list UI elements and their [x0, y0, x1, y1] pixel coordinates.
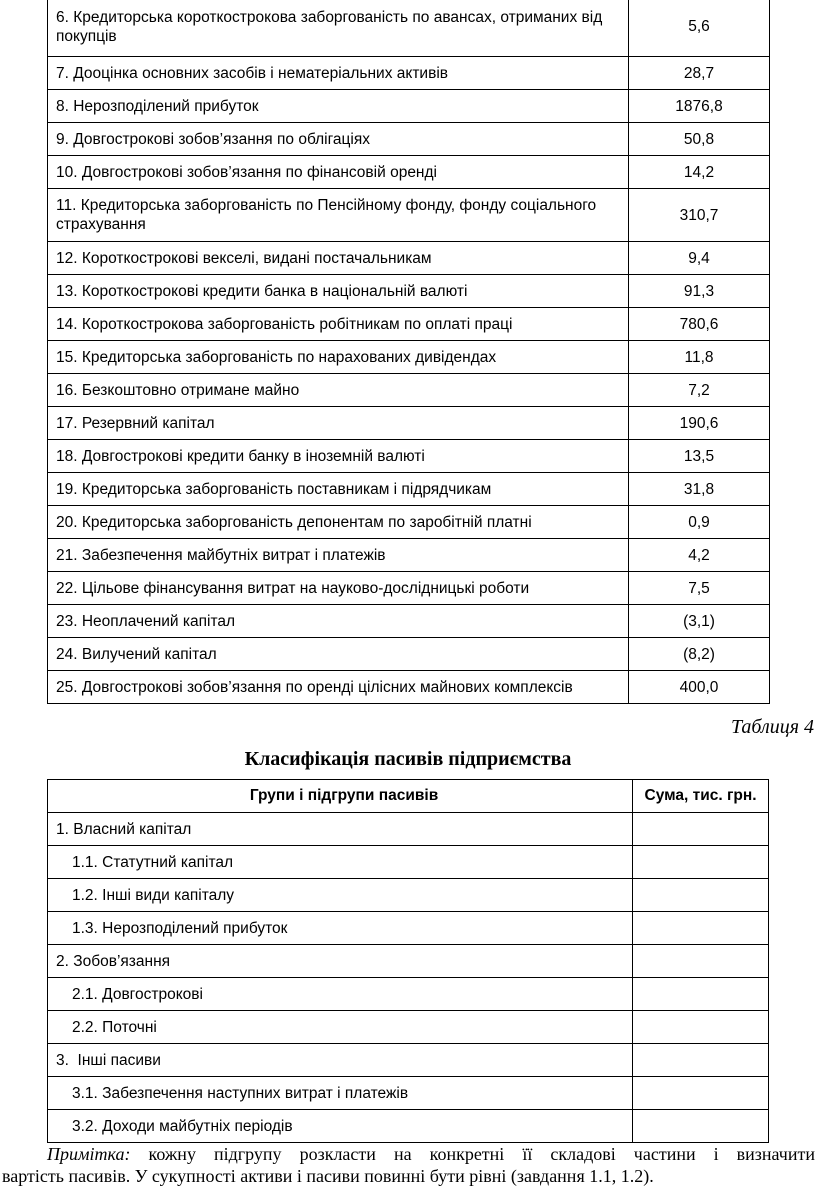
row-value: 13,5 — [629, 440, 770, 473]
row-value: (8,2) — [629, 638, 770, 671]
sum-cell — [633, 1044, 769, 1077]
sum-cell — [633, 1077, 769, 1110]
row-value: 5,6 — [629, 0, 770, 57]
row-value: 190,6 — [629, 407, 770, 440]
subgroup-cell: 1.3. Нерозподілений прибуток — [48, 912, 633, 945]
group-cell: 3. Інші пасиви — [48, 1044, 633, 1077]
row-value: 1876,8 — [629, 90, 770, 123]
row-value: 91,3 — [629, 275, 770, 308]
table-row — [48, 123, 770, 156]
table-row — [48, 539, 770, 572]
row-value: 7,2 — [629, 374, 770, 407]
header-group: Групи і підгрупи пасивів — [48, 780, 633, 813]
row-item: 25. Довгострокові зобов’язання по оренді цілісних майнових комплексів — [48, 671, 629, 704]
table-header-row — [48, 780, 769, 813]
table-row — [48, 90, 770, 123]
table-row — [48, 945, 769, 978]
row-item: 8. Нерозподілений прибуток — [48, 90, 629, 123]
sum-cell — [633, 978, 769, 1011]
table-row — [48, 189, 770, 242]
row-value: 11,8 — [629, 341, 770, 374]
table-row — [48, 846, 769, 879]
table-row — [48, 374, 770, 407]
row-value: 780,6 — [629, 308, 770, 341]
table-row — [48, 341, 770, 374]
table-row — [48, 156, 770, 189]
table-row — [48, 572, 770, 605]
table-row — [48, 242, 770, 275]
table-number-label: Таблиця 4 — [731, 716, 814, 738]
row-item: 7. Дооцінка основних засобів і нематеріальних активів — [48, 57, 629, 90]
table-row — [48, 1077, 769, 1110]
sum-cell — [633, 945, 769, 978]
group-cell: 2. Зобов’язання — [48, 945, 633, 978]
row-item: 22. Цільове фінансування витрат на науково-дослідницькі роботи — [48, 572, 629, 605]
sum-cell — [633, 1011, 769, 1044]
subgroup-cell: 2.1. Довгострокові — [48, 978, 633, 1011]
table-row — [48, 0, 770, 57]
row-value: 31,8 — [629, 473, 770, 506]
row-value: 4,2 — [629, 539, 770, 572]
row-value: 400,0 — [629, 671, 770, 704]
row-value: 7,5 — [629, 572, 770, 605]
note-text-1: кожну підгрупу розкласти на конкретні її складові частини і визначити — [130, 1144, 815, 1164]
row-item: 20. Кредиторська заборгованість депонентам по заробітній платні — [48, 506, 629, 539]
row-item: 10. Довгострокові зобов’язання по фінансовій оренді — [48, 156, 629, 189]
row-value: 310,7 — [629, 189, 770, 242]
sum-cell — [633, 1110, 769, 1143]
row-item: 11. Кредиторська заборгованість по Пенсійному фонду, фонду соціального страхування — [48, 189, 629, 242]
table-row — [48, 978, 769, 1011]
table-row — [48, 879, 769, 912]
row-value: 0,9 — [629, 506, 770, 539]
sum-cell — [633, 912, 769, 945]
row-item: 19. Кредиторська заборгованість поставникам і підрядчикам — [48, 473, 629, 506]
row-item: 23. Неоплачений капітал — [48, 605, 629, 638]
row-item: 24. Вилучений капітал — [48, 638, 629, 671]
table-row — [48, 671, 770, 704]
row-item: 21. Забезпечення майбутніх витрат і платежів — [48, 539, 629, 572]
row-value: (3,1) — [629, 605, 770, 638]
table-row — [48, 57, 770, 90]
row-item: 6. Кредиторська короткострокова заборгованість по авансах, отриманих від покупців — [48, 0, 629, 57]
row-item: 18. Довгострокові кредити банку в іноземній валюті — [48, 440, 629, 473]
row-item: 15. Кредиторська заборгованість по нарахованих дивідендах — [48, 341, 629, 374]
row-item: 14. Короткострокова заборгованість робітникам по оплаті праці — [48, 308, 629, 341]
row-value: 9,4 — [629, 242, 770, 275]
liabilities-classification-table — [47, 779, 769, 1143]
table-title: Класифікація пасивів підприємства — [244, 748, 572, 770]
note-line-2: вартість пасивів. У сукупності активи і пасиви повинні бути рівні (завдання 1.1, 1.2). — [2, 1166, 654, 1186]
subgroup-cell: 2.2. Поточні — [48, 1011, 633, 1044]
note-line-1 — [0, 1143, 815, 1165]
subgroup-cell: 3.2. Доходи майбутніх періодів — [48, 1110, 633, 1143]
row-value: 14,2 — [629, 156, 770, 189]
row-item: 16. Безкоштовно отримане майно — [48, 374, 629, 407]
sum-cell — [633, 846, 769, 879]
row-item: 13. Короткострокові кредити банка в національній валюті — [48, 275, 629, 308]
row-item: 17. Резервний капітал — [48, 407, 629, 440]
sum-cell — [633, 879, 769, 912]
row-item: 9. Довгострокові зобов’язання по облігаціях — [48, 123, 629, 156]
row-value: 50,8 — [629, 123, 770, 156]
header-sum: Сума, тис. грн. — [633, 780, 769, 813]
table-row — [48, 275, 770, 308]
table-row — [48, 638, 770, 671]
table-row — [48, 440, 770, 473]
sum-cell — [633, 813, 769, 846]
table-row — [48, 813, 769, 846]
subgroup-cell: 1.1. Статутний капітал — [48, 846, 633, 879]
row-value: 28,7 — [629, 57, 770, 90]
table-row — [48, 407, 770, 440]
table-row — [48, 912, 769, 945]
subgroup-cell: 1.2. Інші види капіталу — [48, 879, 633, 912]
row-item: 12. Короткострокові векселі, видані постачальникам — [48, 242, 629, 275]
table-row — [48, 605, 770, 638]
subgroup-cell: 3.1. Забезпечення наступних витрат і платежів — [48, 1077, 633, 1110]
table-row — [48, 308, 770, 341]
note-label: Примітка: — [47, 1144, 131, 1164]
table-row — [48, 506, 770, 539]
liabilities-values-table — [47, 0, 770, 704]
note-paragraph — [0, 1143, 816, 1187]
table-row — [48, 1044, 769, 1077]
table-row — [48, 1110, 769, 1143]
table-row — [48, 1011, 769, 1044]
group-cell: 1. Власний капітал — [48, 813, 633, 846]
table-row — [48, 473, 770, 506]
